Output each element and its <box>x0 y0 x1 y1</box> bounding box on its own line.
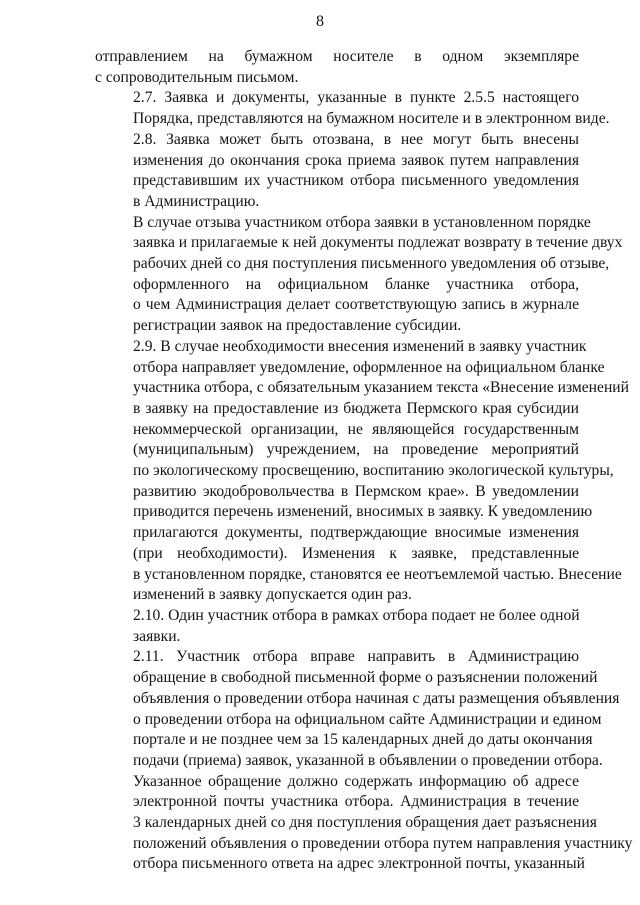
text-line: некоммерческой организации, не являющейся государственным <box>133 420 579 438</box>
text-line: по экологическому просвещению, воспитанию экологической культуры, <box>133 462 614 480</box>
text-line: о чем Администрация делает соответствующую запись в журнале <box>133 296 579 314</box>
paragraph-p-2-8 <box>95 130 579 213</box>
text-line: отбора письменного ответа на адрес электронной почты, указанный <box>133 855 585 873</box>
text-line: в заявку на предоставление из бюджета Пермского края субсидии <box>133 399 579 417</box>
text-line: заявки. <box>133 627 181 645</box>
text-line: в Администрацию. <box>133 192 260 210</box>
text-line: о проведении отбора на официальном сайте Администрации и едином <box>133 710 602 728</box>
text-line: (муниципальным) учреждением, на проведение мероприятий <box>133 441 579 459</box>
text-line: заявка и прилагаемые к ней документы подлежат возврату в течение двух <box>133 234 623 252</box>
paragraph-p-2-9 <box>95 337 629 606</box>
text-line: отправлением на бумажном носителе в одном экземпляре <box>95 48 579 65</box>
text-line: обращение в свободной письменной форме о разъяснении положений <box>133 669 598 687</box>
paragraph-p-cont <box>95 47 579 88</box>
text-line: участника отбора, с обязательным указанием текста «Внесение изменений <box>133 379 629 397</box>
paragraph-p-2-11 <box>95 647 633 875</box>
text-line: В случае отзыва участником отбора заявки в установленном порядке <box>133 213 591 231</box>
paragraph-p-2-7 <box>95 88 610 129</box>
text-line: развитию экодобровольчества в Пермском крае». В уведомлении <box>133 482 579 500</box>
text-line: 2.9. В случае необходимости внесения изменений в заявку участник <box>133 337 587 355</box>
page-number: 8 <box>316 13 324 30</box>
text-line: портале и не позднее чем за 15 календарных дней до даты окончания <box>133 731 593 749</box>
text-line: Порядка, представляются на бумажном носителе и в электронном виде. <box>133 110 610 128</box>
text-line: прилагаются документы, подтверждающие вносимые изменения <box>133 524 579 542</box>
text-line: изменения до окончания срока приема заявок путем направления <box>133 151 579 169</box>
text-line: (при необходимости). Изменения к заявке, представленные <box>133 544 579 562</box>
text-line: отбора направляет уведомление, оформленное на официальном бланке <box>133 358 605 376</box>
paragraph-p-2-10 <box>95 606 579 647</box>
document-body <box>95 47 633 875</box>
text-line: приводится перечень изменений, вносимых в заявку. К уведомлению <box>133 503 593 521</box>
text-line: оформленного на официальном бланке участника отбора, <box>133 275 579 293</box>
text-line: подачи (приема) заявок, указанной в объявлении о проведении отбора. <box>133 751 603 769</box>
text-line: Указанное обращение должно содержать информацию об адресе <box>133 772 579 790</box>
paragraph-p-recall <box>95 213 623 337</box>
text-line: объявления о проведении отбора начиная с даты размещения объявления <box>133 689 620 707</box>
text-line: регистрации заявок на предоставление субсидии. <box>133 317 462 335</box>
text-line: изменений в заявку допускается один раз. <box>133 586 412 604</box>
text-line: электронной почты участника отбора. Администрация в течение <box>133 793 579 811</box>
text-line: представившим их участником отбора письменного уведомления <box>133 172 579 190</box>
text-line: с сопроводительным письмом. <box>95 68 299 86</box>
text-line: 2.11. Участник отбора вправе направить в Администрацию <box>133 648 579 666</box>
text-line: 3 календарных дней со дня поступления обращения дает разъяснения <box>133 814 597 832</box>
text-line: 2.8. Заявка может быть отозвана, в нее могут быть внесены <box>133 130 579 148</box>
text-line: 2.7. Заявка и документы, указанные в пункте 2.5.5 настоящего <box>133 89 579 107</box>
text-line: 2.10. Один участник отбора в рамках отбора подает не более одной <box>133 606 580 624</box>
text-line: рабочих дней со дня поступления письменного уведомления об отзыве, <box>133 255 610 273</box>
text-line: положений объявления о проведении отбора путем направления участнику <box>133 834 633 852</box>
text-line: в установленном порядке, становятся ее неотъемлемой частью. Внесение <box>133 565 622 583</box>
